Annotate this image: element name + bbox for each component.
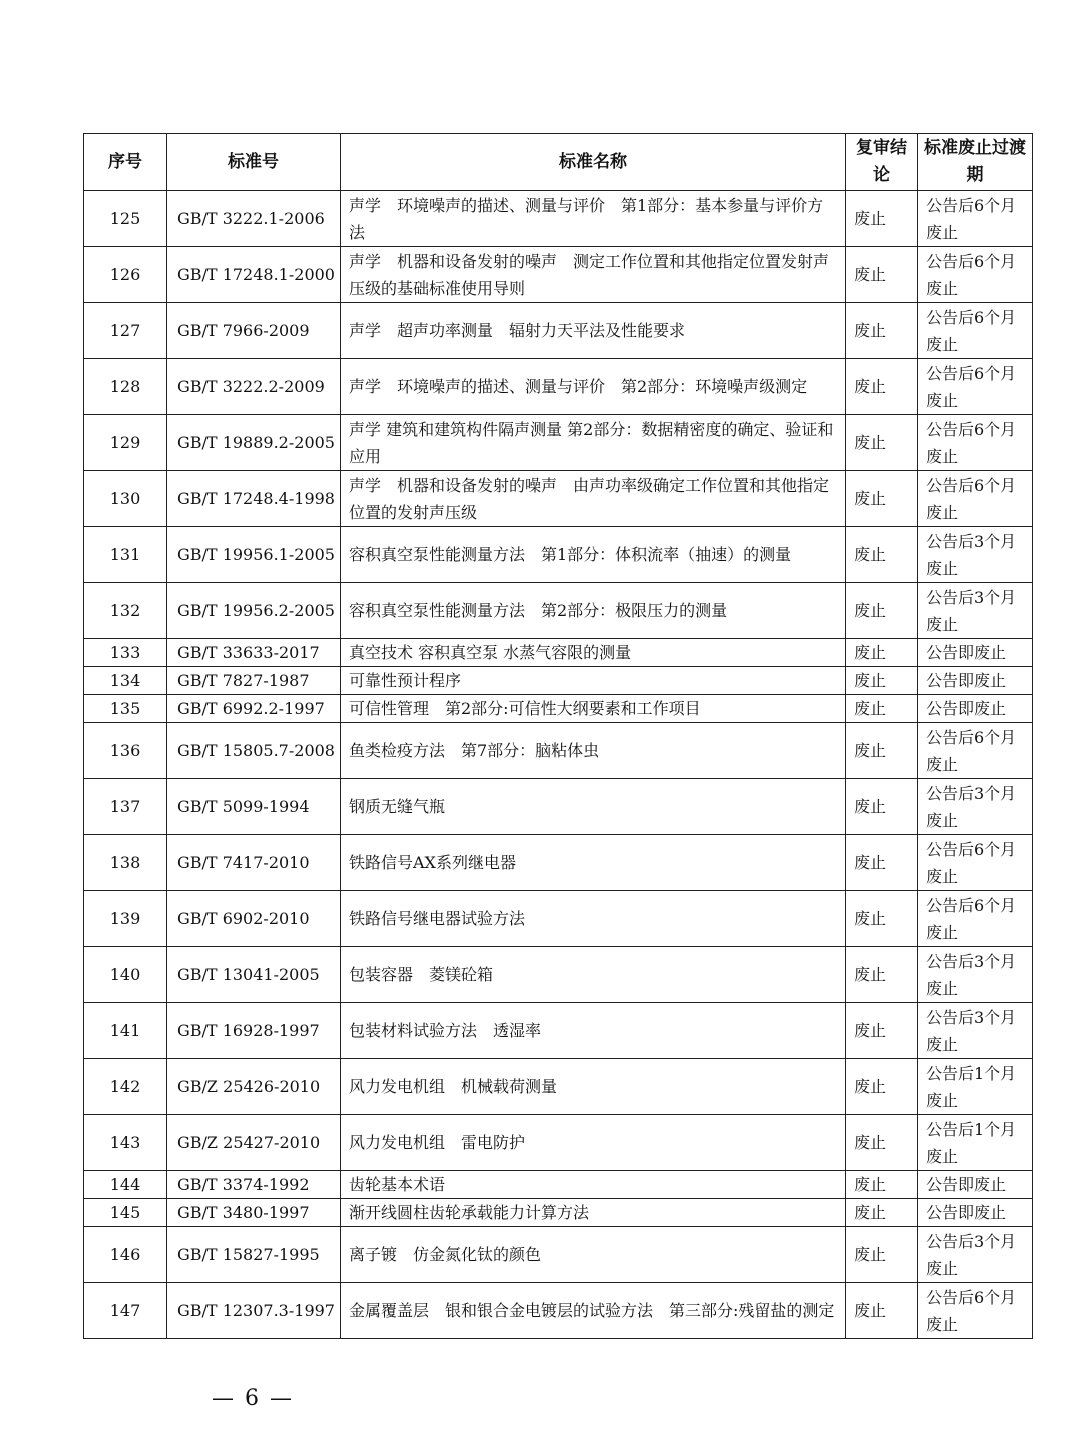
standard-code: GB/T 17248.1-2000 xyxy=(167,247,341,303)
transition-period: 公告即废止 xyxy=(918,639,1033,667)
page-number: — 6 — xyxy=(212,1386,294,1411)
standard-code: GB/T 19889.2-2005 xyxy=(167,415,341,471)
table-row xyxy=(84,639,1033,667)
header-transition: 标准废止过渡期 xyxy=(918,134,1033,191)
row-number: 125 xyxy=(84,191,167,247)
header-code: 标准号 xyxy=(167,134,341,191)
table-row xyxy=(84,191,1033,247)
standard-name: 渐开线圆柱齿轮承载能力计算方法 xyxy=(341,1199,846,1227)
row-number: 135 xyxy=(84,695,167,723)
review-conclusion: 废止 xyxy=(846,1283,918,1339)
review-conclusion: 废止 xyxy=(846,667,918,695)
table-header-row xyxy=(84,134,1033,191)
row-number: 142 xyxy=(84,1059,167,1115)
standard-name: 铁路信号继电器试验方法 xyxy=(341,891,846,947)
standard-code: GB/T 13041-2005 xyxy=(167,947,341,1003)
standard-name: 钢质无缝气瓶 xyxy=(341,779,846,835)
review-conclusion: 废止 xyxy=(846,835,918,891)
table-row xyxy=(84,835,1033,891)
standard-name: 声学 环境噪声的描述、测量与评价 第1部分：基本参量与评价方法 xyxy=(341,191,846,247)
header-no: 序号 xyxy=(84,134,167,191)
table-row xyxy=(84,723,1033,779)
transition-period: 公告后6个月废止 xyxy=(918,247,1033,303)
standard-name: 风力发电机组 机械载荷测量 xyxy=(341,1059,846,1115)
standard-name: 鱼类检疫方法 第7部分：脑粘体虫 xyxy=(341,723,846,779)
standard-code: GB/T 3374-1992 xyxy=(167,1171,341,1199)
row-number: 137 xyxy=(84,779,167,835)
row-number: 144 xyxy=(84,1171,167,1199)
row-number: 130 xyxy=(84,471,167,527)
review-conclusion: 废止 xyxy=(846,1171,918,1199)
review-conclusion: 废止 xyxy=(846,947,918,1003)
row-number: 147 xyxy=(84,1283,167,1339)
row-number: 139 xyxy=(84,891,167,947)
standard-code: GB/Z 25427-2010 xyxy=(167,1115,341,1171)
row-number: 136 xyxy=(84,723,167,779)
table-row xyxy=(84,779,1033,835)
review-conclusion: 废止 xyxy=(846,527,918,583)
standard-code: GB/T 12307.3-1997 xyxy=(167,1283,341,1339)
table-row xyxy=(84,247,1033,303)
review-conclusion: 废止 xyxy=(846,583,918,639)
standard-code: GB/T 7966-2009 xyxy=(167,303,341,359)
transition-period: 公告后3个月废止 xyxy=(918,527,1033,583)
standard-code: GB/T 19956.1-2005 xyxy=(167,527,341,583)
review-conclusion: 废止 xyxy=(846,723,918,779)
transition-period: 公告后3个月废止 xyxy=(918,779,1033,835)
standard-code: GB/T 16928-1997 xyxy=(167,1003,341,1059)
table-row xyxy=(84,947,1033,1003)
transition-period: 公告后6个月废止 xyxy=(918,891,1033,947)
table-row xyxy=(84,583,1033,639)
table-row xyxy=(84,527,1033,583)
transition-period: 公告后6个月废止 xyxy=(918,1283,1033,1339)
table-row xyxy=(84,359,1033,415)
table-row xyxy=(84,303,1033,359)
transition-period: 公告后1个月废止 xyxy=(918,1115,1033,1171)
review-conclusion: 废止 xyxy=(846,471,918,527)
standard-code: GB/T 7827-1987 xyxy=(167,667,341,695)
review-conclusion: 废止 xyxy=(846,247,918,303)
review-conclusion: 废止 xyxy=(846,1199,918,1227)
standard-name: 容积真空泵性能测量方法 第2部分：极限压力的测量 xyxy=(341,583,846,639)
review-conclusion: 废止 xyxy=(846,891,918,947)
standard-name: 包装容器 菱镁砼箱 xyxy=(341,947,846,1003)
standard-code: GB/T 6992.2-1997 xyxy=(167,695,341,723)
transition-period: 公告后6个月废止 xyxy=(918,471,1033,527)
standard-name: 齿轮基本术语 xyxy=(341,1171,846,1199)
review-conclusion: 废止 xyxy=(846,191,918,247)
standard-code: GB/T 17248.4-1998 xyxy=(167,471,341,527)
transition-period: 公告即废止 xyxy=(918,1199,1033,1227)
standard-name: 包装材料试验方法 透湿率 xyxy=(341,1003,846,1059)
table-row xyxy=(84,1171,1033,1199)
table-row xyxy=(84,415,1033,471)
review-conclusion: 废止 xyxy=(846,359,918,415)
table-row xyxy=(84,667,1033,695)
standard-name: 铁路信号AX系列继电器 xyxy=(341,835,846,891)
transition-period: 公告即废止 xyxy=(918,695,1033,723)
standard-name: 容积真空泵性能测量方法 第1部分：体积流率（抽速）的测量 xyxy=(341,527,846,583)
row-number: 138 xyxy=(84,835,167,891)
review-conclusion: 废止 xyxy=(846,1115,918,1171)
standard-code: GB/T 3222.1-2006 xyxy=(167,191,341,247)
review-conclusion: 废止 xyxy=(846,695,918,723)
transition-period: 公告后6个月废止 xyxy=(918,835,1033,891)
transition-period: 公告后6个月废止 xyxy=(918,415,1033,471)
standard-code: GB/T 7417-2010 xyxy=(167,835,341,891)
review-conclusion: 废止 xyxy=(846,1003,918,1059)
transition-period: 公告即废止 xyxy=(918,1171,1033,1199)
standard-code: GB/T 33633-2017 xyxy=(167,639,341,667)
review-conclusion: 废止 xyxy=(846,303,918,359)
review-conclusion: 废止 xyxy=(846,779,918,835)
table-row xyxy=(84,1003,1033,1059)
standard-name: 真空技术 容积真空泵 水蒸气容限的测量 xyxy=(341,639,846,667)
table-row xyxy=(84,1199,1033,1227)
standard-code: GB/T 3222.2-2009 xyxy=(167,359,341,415)
standard-code: GB/T 5099-1994 xyxy=(167,779,341,835)
standard-name: 离子镀 仿金氮化钛的颜色 xyxy=(341,1227,846,1283)
header-conclusion: 复审结论 xyxy=(846,134,918,191)
review-conclusion: 废止 xyxy=(846,1059,918,1115)
standard-name: 声学 机器和设备发射的噪声 由声功率级确定工作位置和其他指定位置的发射声压级 xyxy=(341,471,846,527)
standard-code: GB/T 15805.7-2008 xyxy=(167,723,341,779)
row-number: 145 xyxy=(84,1199,167,1227)
review-conclusion: 废止 xyxy=(846,639,918,667)
row-number: 133 xyxy=(84,639,167,667)
transition-period: 公告后6个月废止 xyxy=(918,191,1033,247)
table-row xyxy=(84,891,1033,947)
table-row xyxy=(84,471,1033,527)
standard-name: 可靠性预计程序 xyxy=(341,667,846,695)
table-row xyxy=(84,1115,1033,1171)
standard-name: 金属覆盖层 银和银合金电镀层的试验方法 第三部分:残留盐的测定 xyxy=(341,1283,846,1339)
row-number: 146 xyxy=(84,1227,167,1283)
standard-code: GB/T 15827-1995 xyxy=(167,1227,341,1283)
standard-name: 声学 建筑和建筑构件隔声测量 第2部分：数据精密度的确定、验证和应用 xyxy=(341,415,846,471)
review-conclusion: 废止 xyxy=(846,1227,918,1283)
header-name: 标准名称 xyxy=(341,134,846,191)
row-number: 131 xyxy=(84,527,167,583)
standard-code: GB/Z 25426-2010 xyxy=(167,1059,341,1115)
transition-period: 公告后6个月废止 xyxy=(918,303,1033,359)
row-number: 134 xyxy=(84,667,167,695)
transition-period: 公告后3个月废止 xyxy=(918,583,1033,639)
standard-code: GB/T 19956.2-2005 xyxy=(167,583,341,639)
table-row xyxy=(84,695,1033,723)
standard-name: 声学 机器和设备发射的噪声 测定工作位置和其他指定位置发射声压级的基础标准使用导则 xyxy=(341,247,846,303)
transition-period: 公告后6个月废止 xyxy=(918,359,1033,415)
standard-name: 声学 超声功率测量 辐射力天平法及性能要求 xyxy=(341,303,846,359)
standard-name: 可信性管理 第2部分:可信性大纲要素和工作项目 xyxy=(341,695,846,723)
transition-period: 公告后6个月废止 xyxy=(918,723,1033,779)
row-number: 127 xyxy=(84,303,167,359)
transition-period: 公告后3个月废止 xyxy=(918,1227,1033,1283)
transition-period: 公告后3个月废止 xyxy=(918,1003,1033,1059)
standard-code: GB/T 3480-1997 xyxy=(167,1199,341,1227)
table-row xyxy=(84,1059,1033,1115)
transition-period: 公告后3个月废止 xyxy=(918,947,1033,1003)
row-number: 129 xyxy=(84,415,167,471)
standard-name: 声学 环境噪声的描述、测量与评价 第2部分：环境噪声级测定 xyxy=(341,359,846,415)
row-number: 143 xyxy=(84,1115,167,1171)
table-row xyxy=(84,1283,1033,1339)
row-number: 141 xyxy=(84,1003,167,1059)
standard-name: 风力发电机组 雷电防护 xyxy=(341,1115,846,1171)
review-conclusion: 废止 xyxy=(846,415,918,471)
row-number: 128 xyxy=(84,359,167,415)
row-number: 126 xyxy=(84,247,167,303)
table-row xyxy=(84,1227,1033,1283)
row-number: 132 xyxy=(84,583,167,639)
row-number: 140 xyxy=(84,947,167,1003)
transition-period: 公告即废止 xyxy=(918,667,1033,695)
transition-period: 公告后1个月废止 xyxy=(918,1059,1033,1115)
standards-table xyxy=(83,133,1033,1339)
standard-code: GB/T 6902-2010 xyxy=(167,891,341,947)
